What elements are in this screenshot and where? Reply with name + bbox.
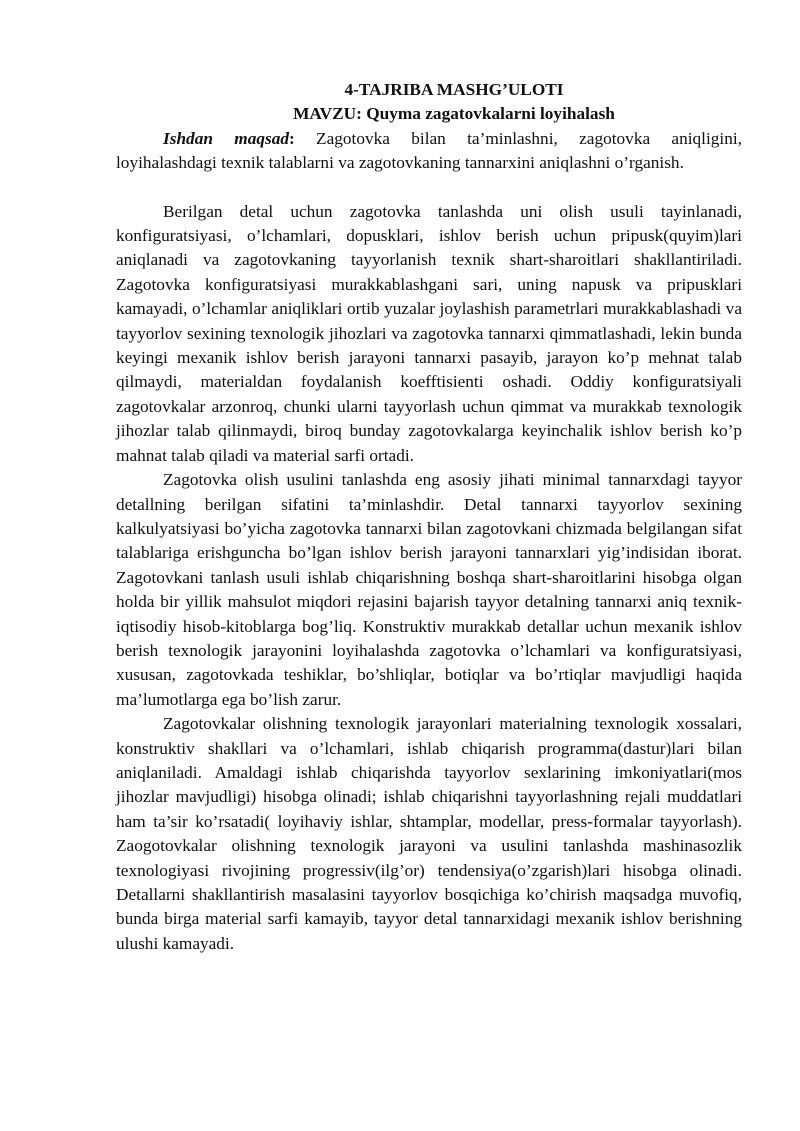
goal-text: Zagotovka bilan ta’minlashni, zagotovka aniqligini, loyihalashdagi texnik talablarni va zagotovkaning tannarxini aniqlashni o’rganish. (116, 128, 742, 173)
goal-paragraph (116, 127, 742, 176)
body-paragraph-1: Berilgan detal uchun zagotovka tanlashda uni olish usuli tayinlanadi, konfiguratsiyasi, o’lchamlari, dopusklari, ishlov berish uchun pripusk(quyim)lari aniqlanadi va zagotovkaning tayyorlanish texnik shart-sharoitlari shakllantiriladi. Zagotovka konfiguratsiyasi murakkablashgani sari, uning napusk va pripusklari kamayadi, o’lchamlar aniqliklari ortib yuzalar joylashish parametrlari murakkablashadi va tayyorlov sexining texnologik jihozlari va zagotovka tannarxi qimmatlashadi, lekin bunda keyingi mexanik ishlov berish jarayoni tannarxi pasayib, jarayon ko’p mehnat talab qilmaydi, materialdan foydalanish koefftisienti oshadi. Oddiy konfiguratsiyali zagotovkalar arzonroq, chunki ularni tayyorlash uchun qimmat va murakkab texnologik jihozlar talab qilinmaydi, biroq bunday zagotovkalarga keyinchalik ishlov berish ko’p mahnat talab qiladi va material sarfi ortadi. (116, 201, 742, 465)
body-paragraph-2: Zagotovka olish usulini tanlashda eng asosiy jihati minimal tannarxdagi tayyor detallning berilgan sifatini ta’minlashdir. Detal tannarxi tayyorlov sexining kalkulyatsiyasi bo’yicha zagotovka tannarxi bilan zagotovkani chizmada belgilangan sifat talablariga erishguncha bo’lgan ishlov berish jarayoni tannarxlari yig’indisidan iborat. Zagotovkani tanlash usuli ishlab chiqarishning boshqa shart-sharoitlarini hisobga olgan holda bir yillik mahsulot miqdori rejasini bajarish tayyor detalning tannarxi aniq texnik-iqtisodiy hisob-kitoblarga bog’liq. Konstruktiv murakkab detallar uchun mexanik ishlov berish texnologik jarayonini loyihalashda zagotovka o’lchamlari va konfiguratsiyasi, xususan, zagotovkada teshiklar, bo’shliqlar, botiqlar va bo’rtiqlar mavjudligi haqida ma’lumotlarga ega bo’lish zarur. (116, 470, 742, 709)
body-paragraph-3: Zagotovkalar olishning texnologik jarayonlari materialning texnologik xossalari, konstruktiv shakllari va o’lchamlari, ishlab chiqarish programma(dastur)lari bilan aniqlaniladi. Amaldagi ishlab chiqarishda tayyorlov sexlarining imkoniyatlari(mos jihozlar mavjudligi) hisobga olinadi; ishlab chiqarishni tayyorlashning rejali muddatlari ham ta’sir ko’rsatadi( loyihaviy ishlar, shtamplar, modellar, press-formalar tayyorlash). Zaogotovkalar olishning texnologik jarayoni va usulini tanlashda mashinasozlik texnologiyasi rivojining progressiv(ilg’or) tendensiya(o’zgarish)lari hisobga olinadi. Detallarni shakllantirish masalasini tayyorlov bosqichiga ko’chirish maqsadga muvofiq, bunda birga material sarfi kamayib, tayyor detal tannarxidagi mexanik ishlov berishning ulushi kamayadi. (116, 714, 742, 953)
document-title: 4-TAJRIBA MASHG’ULOTI (344, 80, 564, 99)
document-subtitle: MAVZU: Quyma zagatovkalarni loyihalash (293, 104, 615, 124)
goal-label: Ishdan maqsad (163, 128, 289, 148)
document-page (116, 78, 742, 956)
goal-colon: : (288, 128, 295, 148)
paragraph-gap (116, 176, 742, 200)
